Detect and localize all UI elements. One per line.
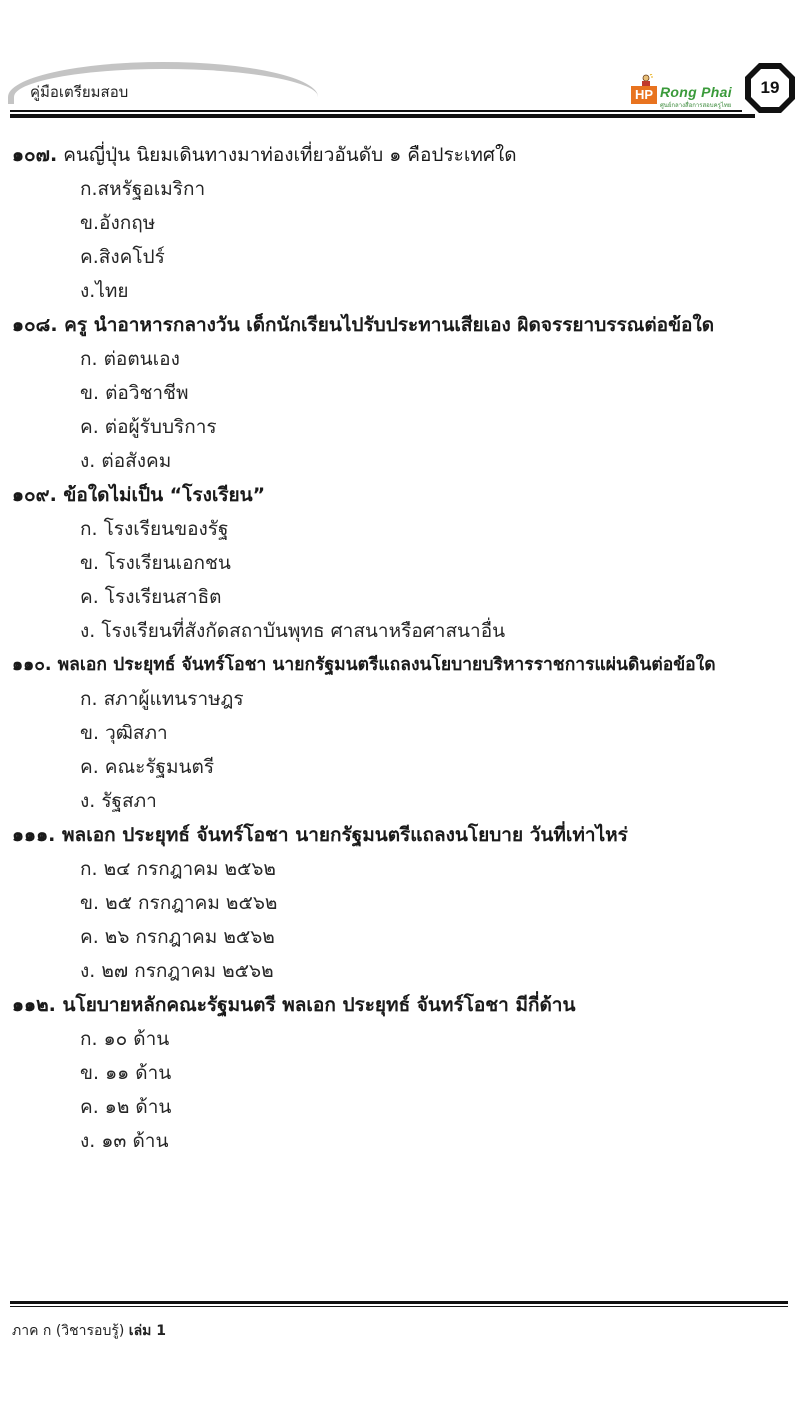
option-a: ก. ๑๐ ด้าน <box>80 1028 170 1050</box>
option-d: ง. ต่อสังคม <box>80 450 172 472</box>
footer-volume: เล่ม 1 <box>128 1323 166 1339</box>
footer-rule-thin <box>10 1306 788 1307</box>
option-d: ง. ๑๓ ด้าน <box>80 1130 169 1152</box>
rongphai-logo <box>629 73 744 109</box>
option-d: ง.ไทย <box>80 280 129 302</box>
option-a: ก. ๒๔ กรกฎาคม ๒๕๖๒ <box>80 858 276 880</box>
question-number: ๑๐๙. <box>12 484 57 506</box>
option-a: ก. สภาผู้แทนราษฎร <box>80 688 244 710</box>
option-b: ข. ๑๑ ด้าน <box>80 1062 172 1084</box>
question-107 <box>0 138 800 308</box>
question-number: ๑๐๗. <box>12 144 58 166</box>
option-c: ค. ๒๖ กรกฎาคม ๒๕๖๒ <box>80 926 275 948</box>
option-a: ก. ต่อตนเอง <box>80 348 180 370</box>
question-number: ๑๑๑. <box>12 824 56 846</box>
question-text: ข้อใดไม่เป็น “โรงเรียน” <box>63 484 266 506</box>
question-stem <box>0 988 800 1022</box>
question-stem <box>0 818 800 852</box>
option-c: ค. โรงเรียนสาธิต <box>80 586 222 608</box>
header-rule-thin-right <box>630 110 742 112</box>
header-rule-thick <box>10 114 630 118</box>
header-title: คู่มือเตรียมสอบ <box>30 83 129 101</box>
option-b: ข.อังกฤษ <box>80 212 156 234</box>
header-rule-thin <box>10 110 630 112</box>
question-number: ๑๐๘. <box>12 314 58 336</box>
logo-figure-icon <box>639 74 653 86</box>
logo-name: Rong Phai <box>660 84 732 100</box>
question-list <box>0 138 800 1158</box>
option-c: ค. คณะรัฐมนตรี <box>80 756 215 778</box>
footer-rule-thick <box>10 1301 788 1304</box>
footer <box>12 1320 166 1342</box>
option-c: ค.สิงคโปร์ <box>80 246 165 268</box>
question-number: ๑๑๐. <box>12 655 52 675</box>
question-text: พลเอก ประยุทธ์ จันทร์โอชา นายกรัฐมนตรีแถลงนโยบาย วันที่เท่าไหร่ <box>62 824 628 846</box>
question-text: ครู นำอาหารกลางวัน เด็กนักเรียนไปรับประทานเสียเอง ผิดจรรยาบรรณต่อข้อใด <box>64 314 715 336</box>
logo-tagline: ศูนย์กลางสื่อการสอบครูไทย <box>660 102 732 109</box>
question-111 <box>0 818 800 988</box>
question-stem <box>0 478 800 512</box>
logo-hp-mark: HP <box>631 86 657 104</box>
option-d: ง. ๒๗ กรกฎาคม ๒๕๖๒ <box>80 960 274 982</box>
option-b: ข. โรงเรียนเอกชน <box>80 552 231 574</box>
question-text: คนญี่ปุ่น นิยมเดินทางมาท่องเที่ยวอันดับ ๑ คือประเทศใด <box>63 144 517 166</box>
question-112 <box>0 988 800 1158</box>
option-b: ข. ๒๕ กรกฎาคม ๒๕๖๒ <box>80 892 278 914</box>
option-d: ง. โรงเรียนที่สังกัดสถาบันพุทธ ศาสนาหรือศาสนาอื่น <box>80 620 506 642</box>
question-108 <box>0 308 800 478</box>
option-a: ก. โรงเรียนของรัฐ <box>80 518 229 540</box>
question-109 <box>0 478 800 648</box>
question-stem <box>0 308 800 342</box>
question-stem <box>0 138 800 172</box>
page-number: 19 <box>760 78 780 97</box>
option-d: ง. รัฐสภา <box>80 790 157 812</box>
question-text: นโยบายหลักคณะรัฐมนตรี พลเอก ประยุทธ์ จันทร์โอชา มีกี่ด้าน <box>62 994 576 1016</box>
footer-section: ภาค ก (วิชารอบรู้) <box>12 1323 125 1339</box>
option-b: ข. ต่อวิชาชีพ <box>80 382 189 404</box>
question-text: พลเอก ประยุทธ์ จันทร์โอชา นายกรัฐมนตรีแถลงนโยบายบริหารราชการแผ่นดินต่อข้อใด <box>57 655 716 675</box>
question-number: ๑๑๒. <box>12 994 56 1016</box>
question-110 <box>0 648 800 818</box>
question-stem <box>0 648 800 682</box>
option-a: ก.สหรัฐอเมริกา <box>80 178 206 200</box>
option-c: ค. ๑๒ ด้าน <box>80 1096 172 1118</box>
option-c: ค. ต่อผู้รับบริการ <box>80 416 217 438</box>
header-rule-thick-right <box>630 114 755 118</box>
option-b: ข. วุฒิสภา <box>80 722 168 744</box>
